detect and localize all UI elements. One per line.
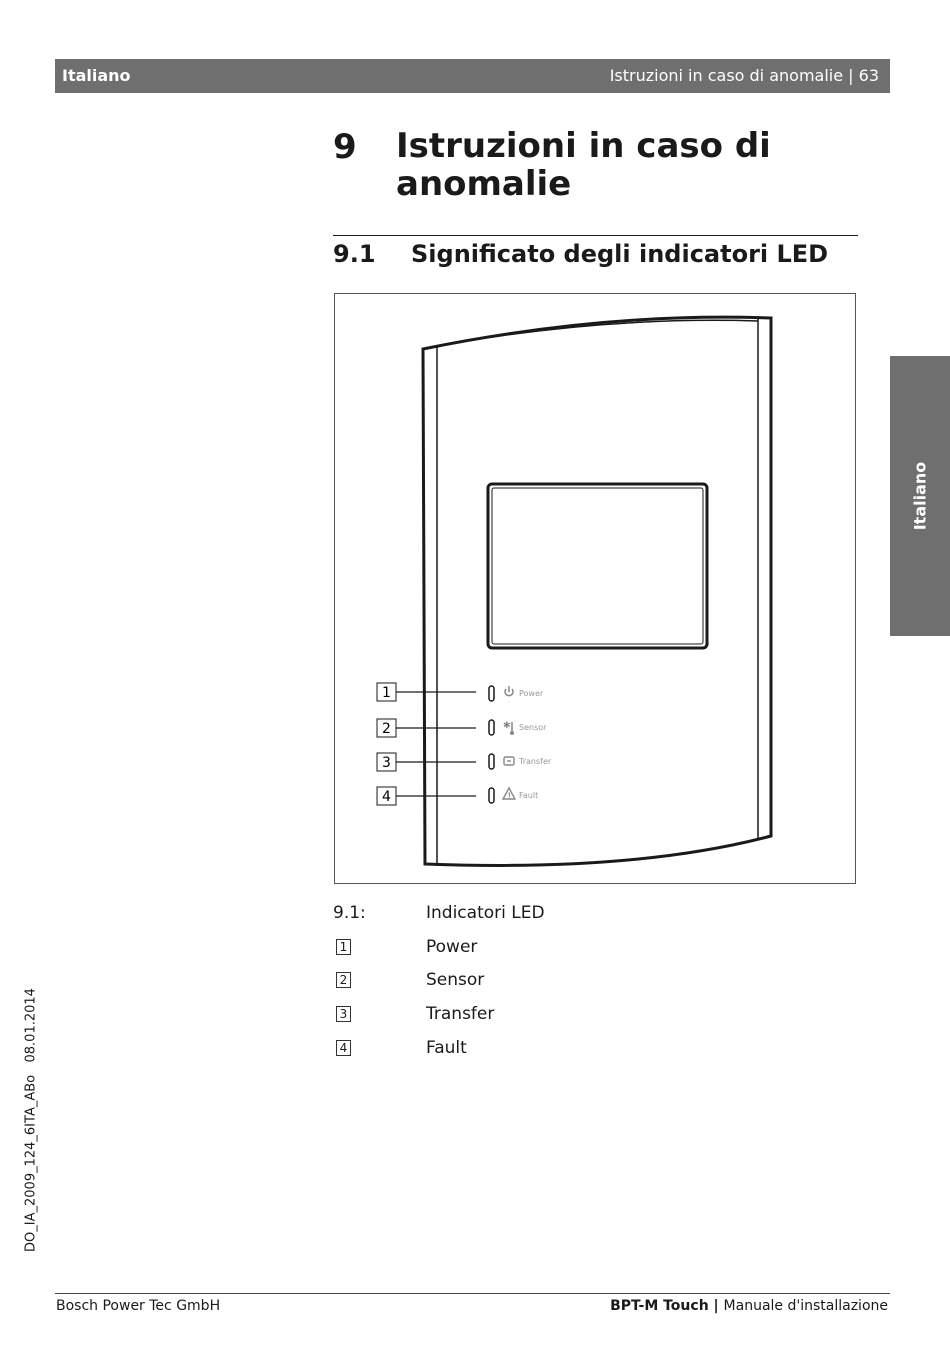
caption-text: Indicatori LED	[426, 903, 545, 923]
legend-key-box: 2	[336, 972, 351, 988]
svg-text:2: 2	[382, 721, 391, 737]
svg-text:1: 1	[382, 685, 391, 701]
page-header-bar	[55, 59, 890, 93]
header-language: Italiano	[62, 66, 131, 85]
legend-key-box: 1	[336, 939, 351, 955]
language-side-tab	[890, 356, 950, 636]
svg-text:✱: ✱	[503, 721, 511, 731]
svg-text:!: !	[507, 791, 511, 800]
section-number: 9.1	[333, 240, 376, 268]
callout-2	[377, 719, 396, 737]
legend-label: Power	[426, 937, 478, 957]
led-label-transfer: Transfer	[519, 757, 552, 766]
legend-label: Sensor	[426, 970, 485, 990]
header-section-page: Istruzioni in caso di anomalie | 63	[609, 66, 879, 85]
footer-separator: |	[708, 1298, 724, 1314]
svg-text:4: 4	[382, 789, 391, 805]
device-figure	[334, 293, 856, 884]
led-sensor	[489, 720, 494, 735]
footer-divider	[55, 1293, 890, 1294]
led-transfer	[489, 754, 494, 769]
legend-label: Transfer	[426, 1004, 495, 1024]
section-title: Significato degli indicatori LED	[411, 240, 829, 268]
device-illustration	[335, 294, 857, 885]
svg-text:3: 3	[382, 755, 391, 771]
caption-key: 9.1:	[333, 903, 366, 923]
footer-product: BPT-M Touch	[610, 1298, 709, 1314]
led-label-sensor: Sensor	[519, 723, 547, 732]
callout-4	[377, 787, 396, 805]
legend-label: Fault	[426, 1038, 467, 1058]
led-label-fault: Fault	[519, 791, 539, 800]
legend-key-box: 3	[336, 1006, 351, 1022]
side-tab-label: Italiano	[910, 461, 930, 531]
callout-3	[377, 753, 396, 771]
legend-key-box: 4	[336, 1040, 351, 1056]
footer-manual: Manuale d'installazione	[723, 1298, 888, 1314]
led-power	[489, 686, 494, 701]
document-id: DO_IA_2009_124_6ITA_ABo 08.01.2014	[23, 988, 39, 1252]
footer-product-manual	[610, 1298, 888, 1314]
section-divider	[333, 235, 858, 236]
footer-company: Bosch Power Tec GmbH	[56, 1298, 221, 1314]
led-fault	[489, 788, 494, 803]
chapter-title: Istruzioni in caso di anomalie	[396, 126, 771, 204]
callout-1	[377, 683, 396, 701]
chapter-number: 9	[333, 127, 357, 167]
led-label-power: Power	[519, 689, 544, 698]
